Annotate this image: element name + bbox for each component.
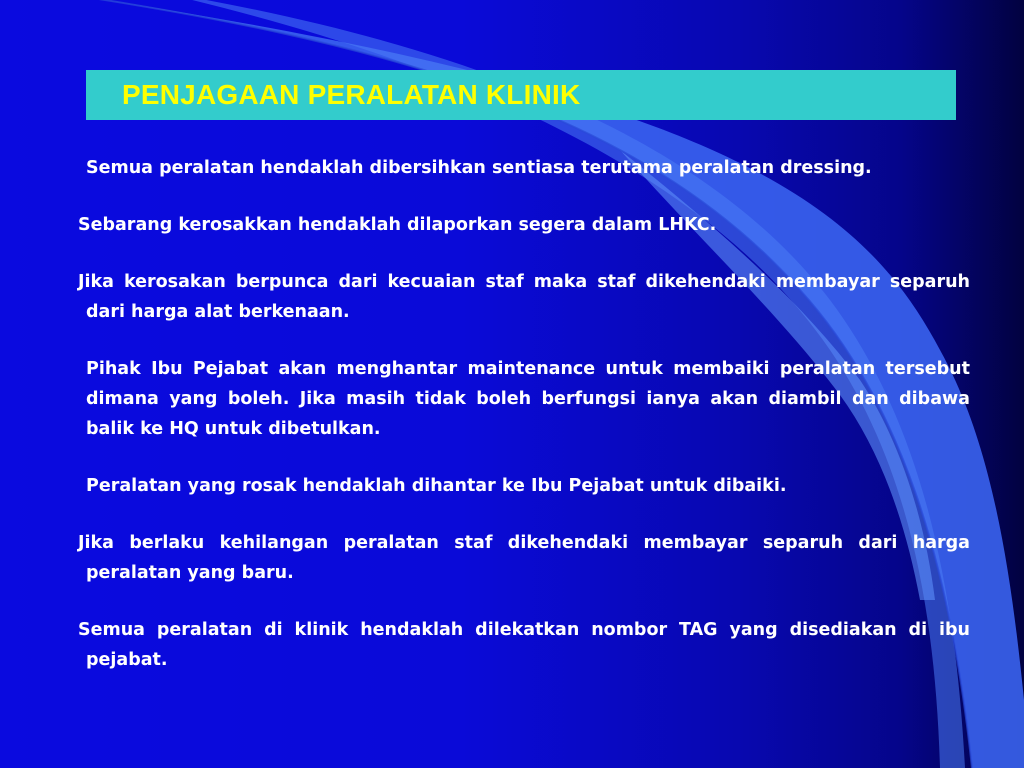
paragraph-staff-negligence: Jika kerosakan berpunca dari kecuaian staf maka staf dikehendaki membayar separuh dari harga alat berkenaan. [78,272,970,322]
paragraph-loss-of-equipment: Jika berlaku kehilangan peralatan staf dikehendaki membayar separuh dari harga peralatan yang baru. [78,533,970,583]
slide-title: PENJAGAAN PERALATAN KLINIK [122,79,581,110]
paragraph-send-for-repair: Peralatan yang rosak hendaklah dihantar ke Ibu Pejabat untuk dibaiki. [86,476,787,496]
paragraph-maintenance: Pihak Ibu Pejabat akan menghantar maintenance untuk membaiki peralatan tersebut dimana yang boleh. Jika masih tidak boleh berfungsi ianya akan diambil dan dibawa balik ke HQ untuk dibetulkan. [86,359,970,439]
paragraph-tag-number: Semua peralatan di klinik hendaklah dilekatkan nombor TAG yang disediakan di ibu pejabat. [78,620,970,670]
slide-body [78,153,970,675]
title-bar [86,70,956,120]
paragraph-report-damage: Sebarang kerosakkan hendaklah dilaporkan segera dalam LHKC. [78,215,717,235]
paragraph-cleaning: Semua peralatan hendaklah dibersihkan sentiasa terutama peralatan dressing. [86,158,872,178]
